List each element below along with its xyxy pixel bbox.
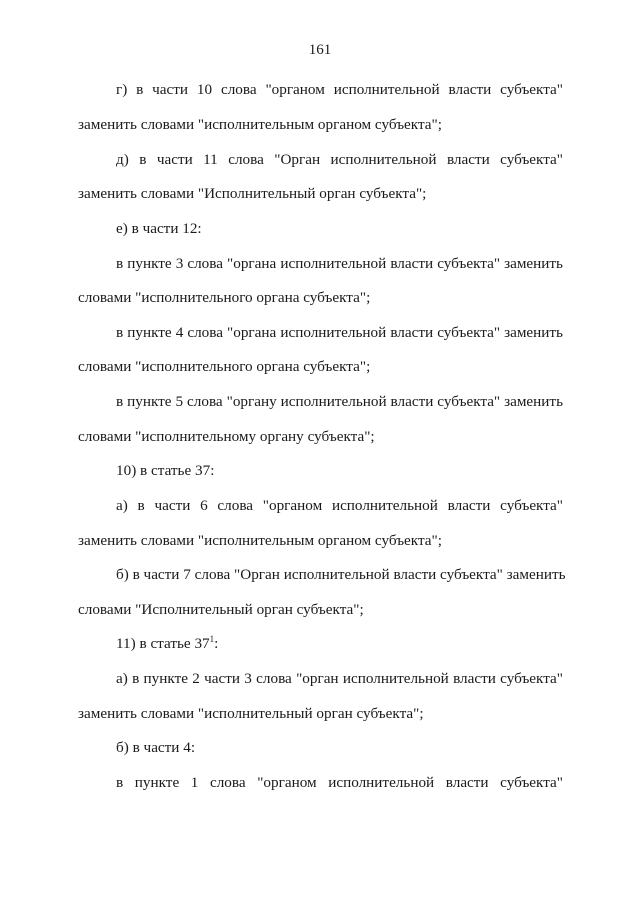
- text-line-article-37-1: [116, 634, 563, 654]
- text-line: заменить словами "исполнительным органом субъекта";: [78, 116, 442, 133]
- superscript: 1: [209, 633, 215, 644]
- text-line-suffix: :: [214, 635, 219, 652]
- text-line-main: 11) в статье 37: [116, 635, 210, 652]
- text-line: словами "исполнительного органа субъекта";: [78, 289, 371, 306]
- text-line: заменить словами "исполнительным органом субъекта";: [78, 532, 442, 549]
- text-line: 10) в статье 37:: [116, 462, 215, 479]
- text-line: б) в части 4:: [116, 739, 196, 756]
- text-line: словами "Исполнительный орган субъекта";: [78, 601, 364, 618]
- text-line: а) в пункте 2 части 3 слова "орган исполнительной власти субъекта": [116, 670, 563, 687]
- text-line: а) в части 6 слова "органом исполнительной власти субъекта": [116, 497, 563, 514]
- text-line: в пункте 5 слова "органу исполнительной власти субъекта" заменить: [116, 393, 563, 410]
- text-line: словами "исполнительного органа субъекта";: [78, 358, 371, 375]
- text-line: д) в части 11 слова "Орган исполнительной власти субъекта": [116, 151, 563, 168]
- text-line: заменить словами "исполнительный орган субъекта";: [78, 705, 424, 722]
- text-line: заменить словами "Исполнительный орган субъекта";: [78, 185, 427, 202]
- text-line: е) в части 12:: [116, 220, 202, 237]
- text-line: б) в части 7 слова "Орган исполнительной власти субъекта" заменить: [116, 566, 566, 583]
- text-line: в пункте 1 слова "органом исполнительной власти субъекта": [116, 774, 563, 791]
- text-line: в пункте 4 слова "органа исполнительной власти субъекта" заменить: [116, 324, 563, 341]
- text-line: г) в части 10 слова "органом исполнительной власти субъекта": [116, 81, 563, 98]
- page-number: 161: [308, 42, 332, 58]
- text-line: в пункте 3 слова "органа исполнительной власти субъекта" заменить: [116, 255, 563, 272]
- text-line: словами "исполнительному органу субъекта";: [78, 428, 375, 445]
